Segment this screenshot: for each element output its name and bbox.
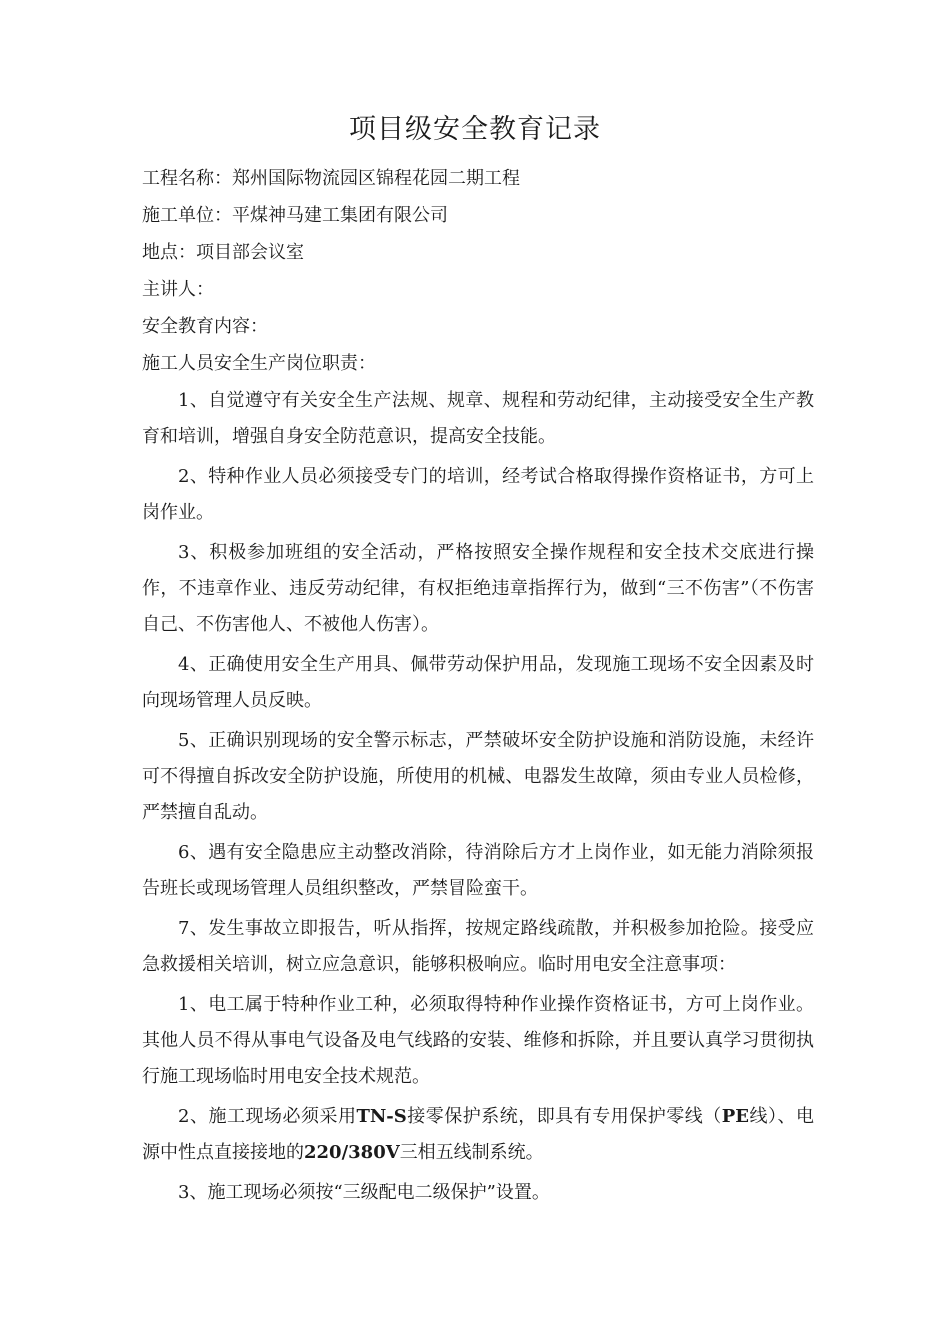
paragraph-duty-4: 4、正确使用安全生产用具、佩带劳动保护用品，发现施工现场不安全因素及时向现场管理人员反映。: [142, 654, 814, 711]
meta-value: 项目部会议室: [196, 242, 304, 263]
paragraph-text: 2、施工现场必须采用: [178, 1106, 357, 1127]
meta-label: 安全教育内容：: [142, 316, 268, 337]
meta-label: 主讲人：: [142, 279, 214, 300]
document-meta: [142, 160, 822, 382]
meta-label: 工程名称：: [142, 168, 232, 189]
paragraph-electric-2: [142, 1099, 814, 1171]
paragraph-duty-2: 2、特种作业人员必须接受专门的培训，经考试合格取得操作资格证书，方可上岗作业。: [142, 466, 814, 523]
voltage-value: 220/380V: [304, 1142, 400, 1163]
paragraph-duty-1: 1、自觉遵守有关安全生产法规、规章、规程和劳动纪律，主动接受安全生产教育和培训，增强自身安全防范意识，提高安全技能。: [142, 390, 814, 447]
meta-duties-heading: [142, 345, 822, 382]
meta-value: 平煤神马建工集团有限公司: [232, 205, 448, 226]
paragraph-duty-5: 5、正确识别现场的安全警示标志，严禁破坏安全防护设施和消防设施，未经许可不得擅自拆改安全防护设施，所使用的机械、电器发生故障，须由专业人员检修，严禁擅自乱动。: [142, 730, 814, 823]
meta-contractor: [142, 197, 822, 234]
meta-label: 施工人员安全生产岗位职责：: [142, 353, 376, 374]
system-code: TN-S: [356, 1106, 407, 1127]
paragraph-text: 接零保护系统，即具有专用保护零线（: [406, 1106, 722, 1127]
meta-project-name: [142, 160, 822, 197]
meta-label: 施工单位：: [142, 205, 232, 226]
system-code: PE: [721, 1106, 750, 1127]
paragraph-text: 线）、电源中性点直接接地的: [142, 1106, 815, 1163]
paragraph-duty-7: 7、发生事故立即报告，听从指挥，按规定路线疏散，并积极参加抢险。接受应急救援相关培训，树立应急意识，能够积极响应。临时用电安全注意事项：: [142, 918, 814, 975]
document-title: 项目级安全教育记录: [349, 114, 601, 145]
meta-value: 郑州国际物流园区锦程花园二期工程: [232, 168, 520, 189]
paragraph-text: 三相五线制系统。: [399, 1142, 544, 1163]
paragraph-duty-3: 3、积极参加班组的安全活动，严格按照安全操作规程和安全技术交底进行操作，不违章作业、违反劳动纪律，有权拒绝违章指挥行为，做到“三不伤害”（不伤害自己、不伤害他人、不被他人伤害）。: [142, 542, 814, 635]
meta-location: [142, 234, 822, 271]
paragraph-electric-1: 1、电工属于特种作业工种，必须取得特种作业操作资格证书，方可上岗作业。其他人员不得从事电气设备及电气线路的安装、维修和拆除，并且要认真学习贯彻执行施工现场临时用电安全技术规范。: [142, 994, 814, 1087]
meta-label: 地点：: [142, 242, 196, 263]
paragraph-electric-3: 3、施工现场必须按“三级配电二级保护”设置。: [178, 1182, 550, 1203]
paragraph-duty-6: 6、遇有安全隐患应主动整改消除，待消除后方才上岗作业，如无能力消除须报告班长或现场管理人员组织整改，严禁冒险蛮干。: [142, 842, 814, 899]
meta-speaker: [142, 271, 822, 308]
document-body: [142, 383, 814, 1215]
meta-content-heading: [142, 308, 822, 345]
